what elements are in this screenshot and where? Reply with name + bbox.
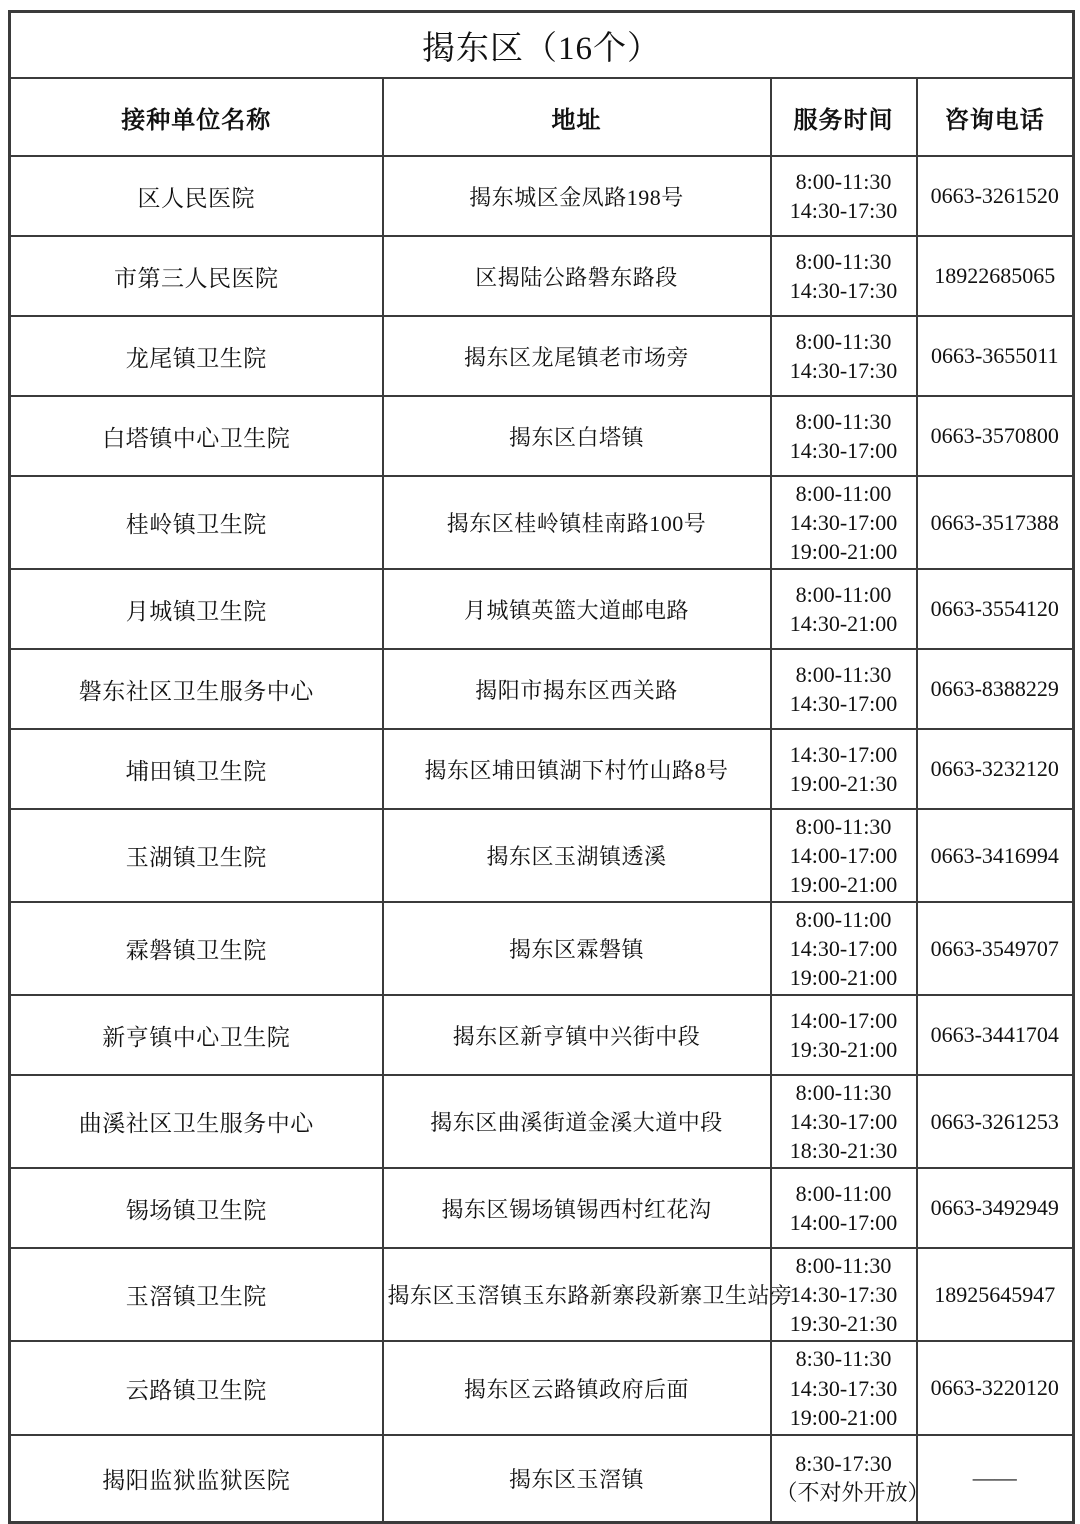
address-cell: 揭东区龙尾镇老市场旁 (383, 316, 771, 396)
unit-name-cell: 月城镇卫生院 (10, 569, 383, 649)
table-row (10, 809, 1074, 902)
phone-cell: 0663-3220120 (917, 1341, 1074, 1434)
service-hours-line: 14:30-17:00 (789, 936, 898, 962)
unit-name-cell: 揭阳监狱监狱医院 (10, 1435, 383, 1523)
service-hours-line: 18:30-21:30 (789, 1138, 898, 1164)
service-hours-line: 19:00-21:00 (789, 872, 898, 898)
service-hours-line: 14:00-17:00 (789, 843, 898, 869)
vaccination-sites-document (0, 10, 1080, 1506)
table-row (10, 1435, 1074, 1523)
service-hours-cell (771, 569, 917, 649)
service-hours-line: 8:00-11:30 (795, 248, 892, 274)
phone-cell: —— (917, 1435, 1074, 1523)
unit-name-cell: 云路镇卫生院 (10, 1341, 383, 1434)
address-cell: 揭东区玉湖镇透溪 (383, 809, 771, 902)
service-hours-line: 14:30-17:30 (789, 358, 898, 383)
column-header-unit-name: 接种单位名称 (10, 78, 383, 156)
column-header-hours: 服务时间 (771, 78, 917, 156)
unit-name-cell: 白塔镇中心卫生院 (10, 396, 383, 476)
service-hours-line: 14:00-17:00 (789, 1008, 898, 1034)
phone-cell: 0663-3416994 (917, 809, 1074, 902)
unit-name-cell: 曲溪社区卫生服务中心 (10, 1075, 383, 1168)
table-row (10, 1075, 1074, 1168)
service-hours-line: 8:00-11:00 (795, 907, 892, 933)
phone-cell: 0663-3570800 (917, 396, 1074, 476)
address-cell: 揭东区桂岭镇桂南路100号 (383, 476, 771, 569)
phone-cell: 0663-3261520 (917, 156, 1074, 236)
service-hours-cell (771, 1248, 917, 1341)
address-cell: 揭东区锡场镇锡西村红花沟 (383, 1168, 771, 1248)
service-hours-line: 8:00-11:30 (795, 1253, 892, 1279)
address-cell: 揭东区新亨镇中兴街中段 (383, 995, 771, 1075)
service-hours-line: 8:00-11:30 (795, 1080, 892, 1106)
address-cell: 月城镇英篮大道邮电路 (383, 569, 771, 649)
service-hours-cell (771, 236, 917, 316)
service-hours-cell (771, 902, 917, 995)
unit-name-cell: 市第三人民医院 (10, 236, 383, 316)
table-row (10, 995, 1074, 1075)
service-hours-line: 8:00-11:30 (795, 328, 892, 354)
service-hours-line: 14:30-17:00 (789, 691, 898, 717)
service-hours-line: 14:30-21:00 (789, 611, 898, 637)
service-hours-cell (771, 1341, 917, 1434)
service-hours-cell (771, 1435, 930, 1523)
service-hours-line: 19:30-21:30 (789, 1311, 898, 1337)
service-hours-cell (771, 729, 917, 809)
address-cell: 揭东区霖磐镇 (383, 902, 771, 995)
address-cell: 揭东区云路镇政府后面 (383, 1341, 771, 1434)
address-cell: 区揭陆公路磐东路段 (383, 236, 771, 316)
service-hours-line: 14:30-17:00 (789, 438, 898, 463)
service-hours-line: 14:30-17:30 (789, 1375, 898, 1401)
unit-name-cell: 埔田镇卫生院 (10, 729, 383, 809)
service-hours-cell (771, 1168, 917, 1248)
table-row (10, 476, 1074, 569)
address-cell: 揭东区玉滘镇 (383, 1435, 771, 1523)
address-cell: 揭东区曲溪街道金溪大道中段 (383, 1075, 771, 1168)
header-row (10, 78, 1074, 156)
service-hours-line: 8:30-11:30 (795, 1346, 892, 1372)
phone-cell: 0663-3232120 (917, 729, 1074, 809)
table-row (10, 902, 1074, 995)
phone-cell: 0663-8388229 (917, 649, 1074, 729)
service-hours-line: 19:00-21:00 (789, 1404, 898, 1430)
table-row (10, 569, 1074, 649)
title-row (10, 12, 1074, 79)
service-hours-line: 8:00-11:30 (795, 408, 892, 434)
table-row (10, 1341, 1074, 1434)
service-hours-cell (771, 995, 917, 1075)
service-hours-line: 14:30-17:00 (789, 1109, 898, 1135)
unit-name-cell: 桂岭镇卫生院 (10, 476, 383, 569)
unit-name-cell: 霖磐镇卫生院 (10, 902, 383, 995)
service-hours-cell (771, 809, 917, 902)
phone-cell: 0663-3261253 (917, 1075, 1074, 1168)
unit-name-cell: 玉湖镇卫生院 (10, 809, 383, 902)
service-hours-line: 14:30-17:30 (789, 278, 898, 303)
unit-name-cell: 玉滘镇卫生院 (10, 1248, 383, 1341)
column-header-address: 地址 (383, 78, 771, 156)
phone-cell: 0663-3554120 (917, 569, 1074, 649)
service-hours-line: 19:00-21:30 (789, 771, 898, 797)
table-title: 揭东区（16个） (10, 12, 1074, 79)
address-cell: 揭东城区金凤路198号 (383, 156, 771, 236)
service-hours-line: （不对外开放） (775, 1480, 930, 1506)
unit-name-cell: 新亨镇中心卫生院 (10, 995, 383, 1075)
service-hours-line: 8:30-17:30 (795, 1451, 892, 1477)
service-hours-cell (771, 316, 917, 396)
service-hours-cell (771, 156, 917, 236)
column-header-phone: 咨询电话 (917, 78, 1074, 156)
phone-cell: 18925645947 (917, 1248, 1074, 1341)
service-hours-cell (771, 476, 917, 569)
unit-name-cell: 磐东社区卫生服务中心 (10, 649, 383, 729)
service-hours-line: 8:00-11:30 (795, 168, 892, 194)
unit-name-cell: 锡场镇卫生院 (10, 1168, 383, 1248)
table-row (10, 316, 1074, 396)
service-hours-line: 8:00-11:00 (795, 481, 892, 506)
table-row (10, 236, 1074, 316)
table-row (10, 396, 1074, 476)
address-cell: 揭东区埔田镇湖下村竹山路8号 (383, 729, 771, 809)
address-cell: 揭东区白塔镇 (383, 396, 771, 476)
unit-name-cell: 区人民医院 (10, 156, 383, 236)
table-row (10, 729, 1074, 809)
table-row (10, 1248, 1074, 1341)
service-hours-cell (771, 1075, 917, 1168)
service-hours-line: 8:00-11:00 (795, 1181, 892, 1207)
service-hours-line: 8:00-11:00 (795, 582, 892, 608)
phone-cell: 0663-3549707 (917, 902, 1074, 995)
phone-cell: 0663-3441704 (917, 995, 1074, 1075)
service-hours-line: 14:30-17:30 (789, 198, 898, 223)
service-hours-line: 14:30-17:00 (789, 742, 898, 768)
service-hours-cell (771, 649, 917, 729)
phone-cell: 0663-3655011 (917, 316, 1074, 396)
phone-cell: 0663-3517388 (917, 476, 1074, 569)
service-hours-line: 19:30-21:00 (789, 1037, 898, 1063)
service-hours-line: 14:30-17:00 (789, 510, 898, 536)
table-row (10, 156, 1074, 236)
phone-cell: 18922685065 (917, 236, 1074, 316)
table-row (10, 1168, 1074, 1248)
service-hours-line: 14:00-17:00 (789, 1210, 898, 1236)
service-hours-line: 14:30-17:30 (789, 1282, 898, 1308)
unit-name-cell: 龙尾镇卫生院 (10, 316, 383, 396)
service-hours-line: 8:00-11:30 (795, 814, 892, 840)
address-cell: 揭东区玉滘镇玉东路新寨段新寨卫生站旁 (383, 1248, 771, 1341)
service-hours-line: 19:00-21:00 (789, 539, 898, 565)
phone-cell: 0663-3492949 (917, 1168, 1074, 1248)
service-hours-cell (771, 396, 917, 476)
vaccination-sites-table (8, 10, 1075, 1524)
service-hours-line: 19:00-21:00 (789, 965, 898, 991)
table-row (10, 649, 1074, 729)
address-cell: 揭阳市揭东区西关路 (383, 649, 771, 729)
service-hours-line: 8:00-11:30 (795, 662, 892, 688)
